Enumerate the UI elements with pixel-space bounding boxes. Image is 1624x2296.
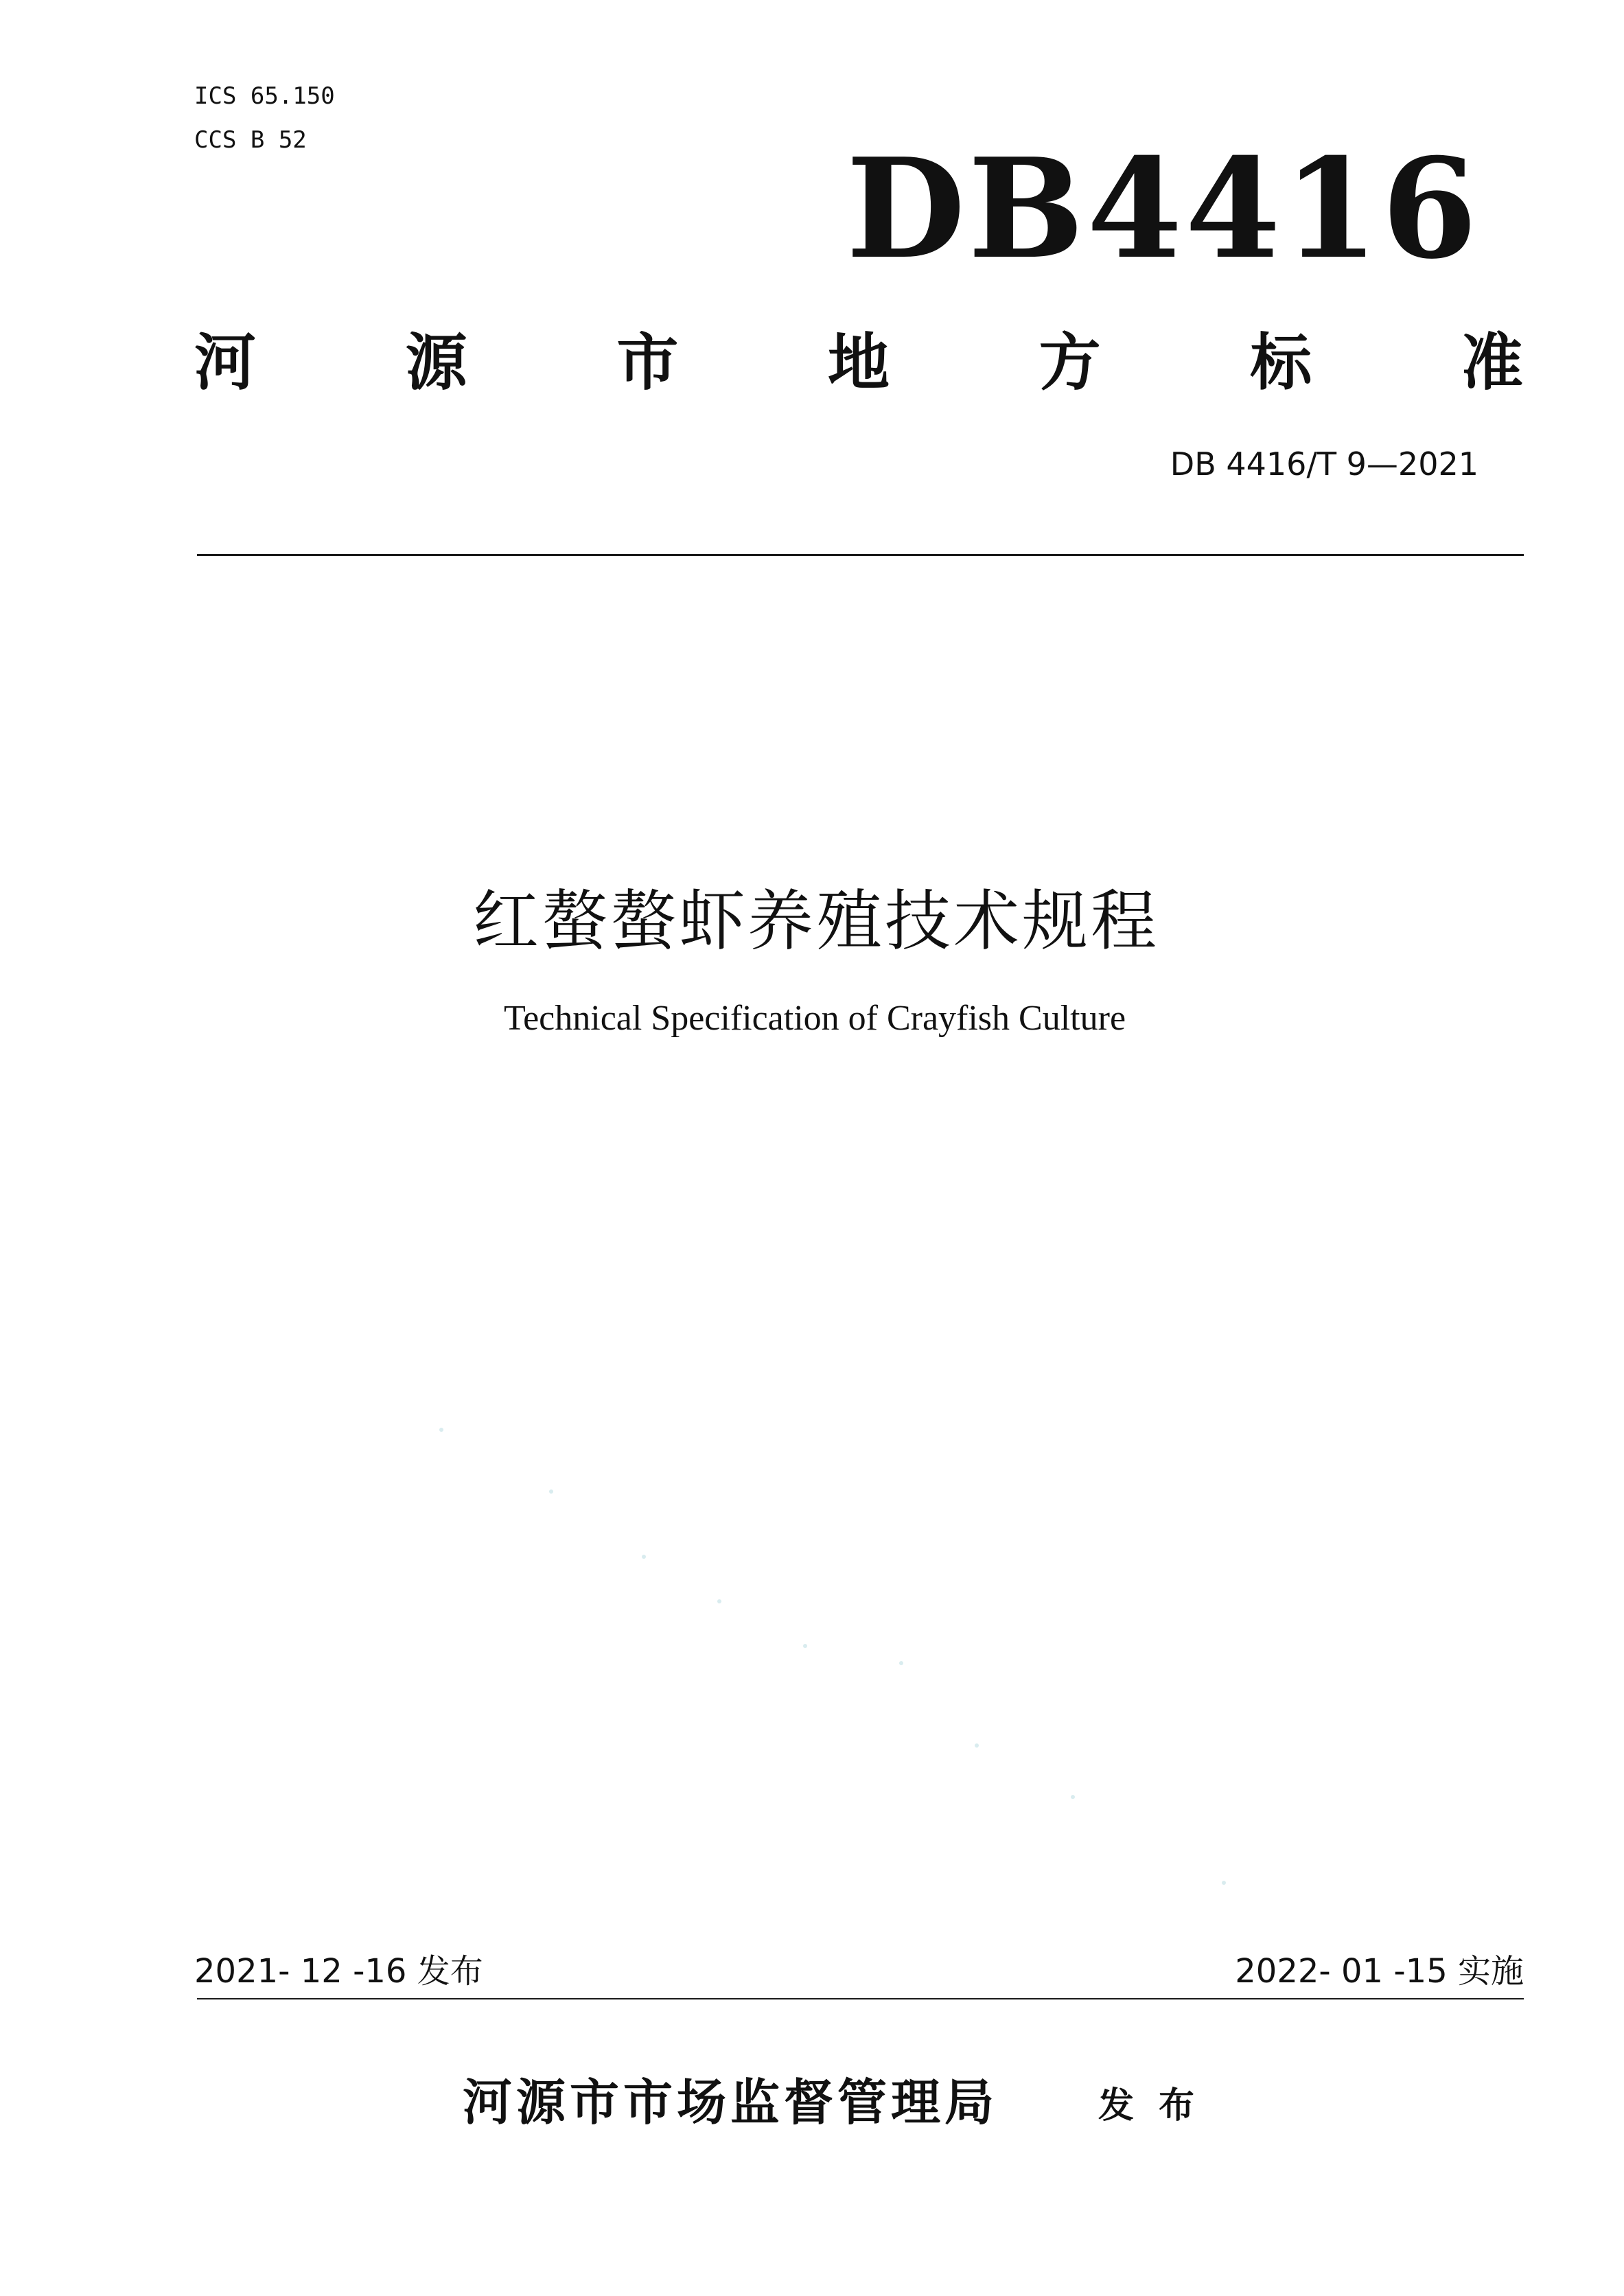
standard-type-char: 方 [1039, 327, 1101, 399]
standard-code-large: DB4416 [846, 128, 1480, 290]
speck [439, 1428, 443, 1432]
speck [803, 1644, 807, 1648]
standard-type-char: 地 [827, 327, 890, 399]
title-chinese: 红螯螯虾养殖技术规程 [473, 883, 1159, 960]
speck [899, 1661, 903, 1665]
ics-code: ICS 65.150 [194, 82, 335, 110]
speck [549, 1489, 553, 1494]
speck [642, 1555, 646, 1559]
issuing-authority: 河源市市场监督管理局 [463, 2074, 999, 2131]
issuing-label: 发布 [1098, 2085, 1220, 2126]
standard-type-heading [194, 316, 1523, 398]
speck [1222, 1881, 1226, 1885]
standard-type-char: 河 [194, 327, 256, 399]
speck [717, 1599, 721, 1603]
standard-number: DB 4416/T 9—2021 [1170, 445, 1478, 483]
speck [975, 1743, 979, 1748]
speck [1071, 1795, 1075, 1799]
bottom-divider [197, 1998, 1524, 1999]
effective-date: 2022- 01 -15 实施 [1235, 1952, 1524, 1991]
standard-type-char: 市 [616, 327, 679, 399]
standard-type-char: 源 [405, 327, 467, 399]
standard-type-char: 准 [1461, 327, 1523, 399]
issue-date: 2021- 12 -16 发布 [194, 1952, 483, 1991]
ccs-code: CCS B 52 [194, 126, 307, 154]
title-english: Technical Specification of Crayfish Culture [503, 999, 1126, 1038]
standard-type-char: 标 [1250, 327, 1312, 399]
top-divider [197, 554, 1524, 556]
